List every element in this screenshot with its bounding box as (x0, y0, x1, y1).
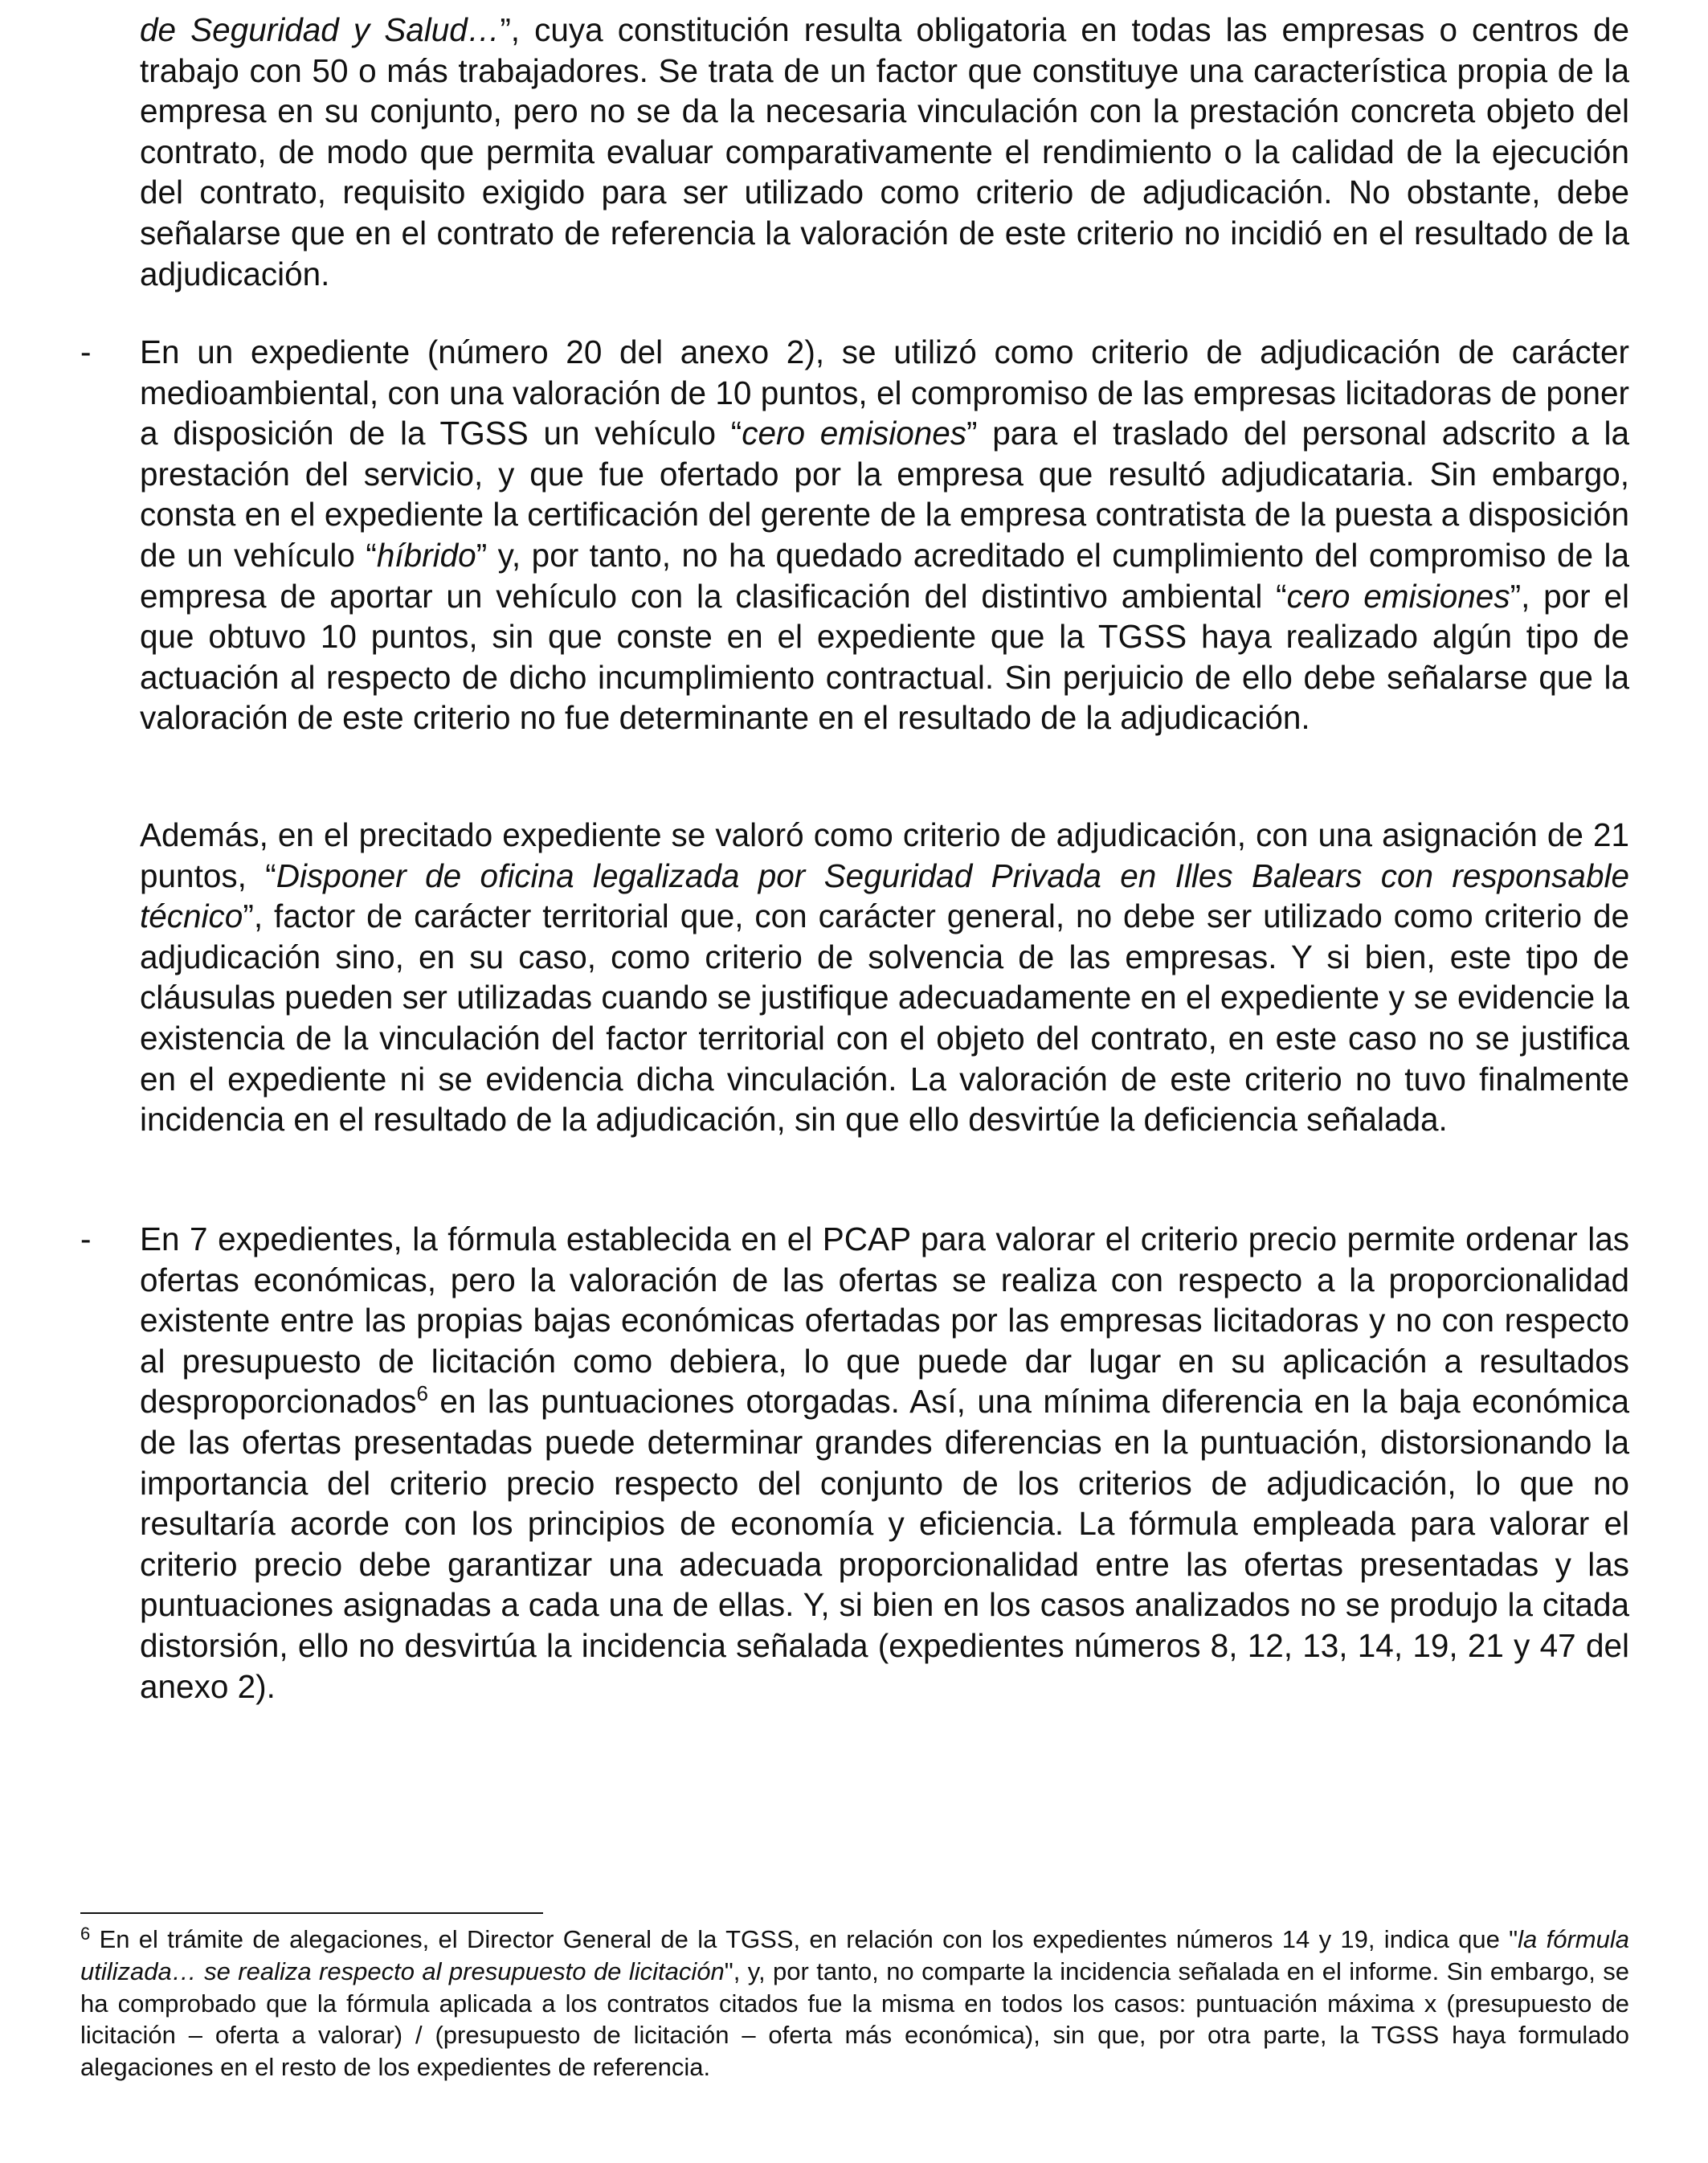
paragraph-vehiculo-cero-emisiones (140, 332, 1629, 738)
paragraph-text: En un expediente (número 20 del anexo 2), se utilizó como criterio de adjudicación de carácter medioambiental, con una valoración de 10 puntos, el compromiso de las empresas licitadoras de poner a disposición de la TGSS un vehículo “ (140, 333, 1629, 452)
paragraph-text: ”, por el que obtuvo 10 puntos, sin que conste en el expediente que la TGSS haya realizado algún tipo de actuación al respecto de dicho incumplimiento contractual. Sin perjuicio de ello debe señalarse que la valoración de este criterio no fue determinante en el resultado de la adjudicación. (140, 577, 1629, 737)
italic-phrase: cero emisiones (1286, 577, 1510, 615)
paragraph-text: en las puntuaciones otorgadas. Así, una mínima diferencia en la baja económica de las ofertas presentadas puede determinar grandes diferencias en la puntuación, distorsionando la importancia del criterio precio respecto del conjunto de los criterios de adjudicación, lo que no resultaría acorde con los principios de economía y eficiencia. La fórmula empleada para valorar el criterio precio debe garantizar una adecuada proporcionalidad entre las ofertas presentadas y las puntuaciones asignadas a cada una de ellas. Y, si bien en los casos analizados no se produjo la citada distorsión, ello no desvirtúa la incidencia señalada (expedientes números 8, 12, 13, 14, 19, 21 y 47 del anexo 2). (140, 1383, 1629, 1705)
footnote-number: 6 (80, 1924, 91, 1944)
italic-phrase: híbrido (376, 536, 476, 574)
paragraph-text: En 7 expedientes, la fórmula establecida en el PCAP para valorar el criterio precio permite ordenar las ofertas económicas, pero la valoración de las ofertas se realiza con respecto a la proporcionalidad existente entre las propias bajas económicas ofertadas por las empresas licitadoras y no con respecto al presupuesto de licitación como debiera, lo que puede dar lugar en su aplicación a resultados desproporcionados (140, 1221, 1629, 1421)
footnote-separator (80, 1912, 543, 1914)
footnote-6 (80, 1924, 1629, 2083)
footnote-text: En el trámite de alegaciones, el Director General de la TGSS, en relación con los expedientes números 14 y 19, indica que " (90, 1925, 1518, 1953)
paragraph-text: ” y, por tanto, no ha quedado acreditado el cumplimiento del compromiso de la empresa de aportar un vehículo con la clasificación del distintivo ambiental “ (140, 536, 1629, 615)
paragraph-comite-seguridad (140, 10, 1629, 294)
paragraph-text: ”, factor de carácter territorial que, con carácter general, no debe ser utilizado como criterio de adjudicación sino, en su caso, como criterio de solvencia de las empresas. Y si bien, este tipo de cláusulas pueden ser utilizadas cuando se justifique adecuadamente en el expediente y se evidencie la existencia de la vinculación del factor territorial con el objeto del contrato, en este caso no se justifica en el expediente ni se evidencia dicha vinculación. La valoración de este criterio no tuvo finalmente incidencia en el resultado de la adjudicación, sin que ello desvirtúe la deficiencia señalada. (140, 898, 1629, 1139)
bullet-dash: - (80, 1221, 92, 1257)
paragraph-text: ”, cuya constitución resulta obligatoria en todas las empresas o centros de trabajo con 50 o más trabajadores. Se trata de un factor que constituye una característica propia de la empresa en su conjunto, pero no se da la necesaria vinculación con la prestación concreta objeto del contrato, de modo que permita evaluar comparativamente el rendimiento o la calidad de la ejecución del contrato, requisito exigido para ser utilizado como criterio de adjudicación. No obstante, debe señalarse que en el contrato de referencia la valoración de este criterio no incidió en el resultado de la adjudicación. (140, 11, 1630, 292)
italic-phrase: cero emisiones (742, 415, 967, 452)
italic-phrase: la fórmula utilizada… se realiza respecto al presupuesto de licitación (80, 1925, 1629, 1985)
paragraph-oficina-illes-balears (140, 815, 1629, 1140)
paragraph-text: Además, en el precitado expediente se valoró como criterio de adjudicación, con una asignación de 21 puntos, “ (140, 816, 1629, 894)
paragraph-text: ” para el traslado del personal adscrito a la prestación del servicio, y que fue ofertado por la empresa que resultó adjudicataria. Sin embargo, consta en el expediente la certificación del gerente de la empresa contratista de la puesta a disposición de un vehículo “ (140, 415, 1629, 574)
footnote-reference[interactable]: 6 (416, 1381, 428, 1406)
paragraph-formula-precio (140, 1219, 1629, 1707)
italic-phrase: Disponer de oficina legalizada por Seguridad Privada en Illes Balears con responsable técnico (140, 857, 1630, 935)
italic-phrase: de Seguridad y Salud… (140, 11, 501, 48)
footnote-text: ", y, por tanto, no comparte la incidencia señalada en el informe. Sin embargo, se ha comprobado que la fórmula aplicada a los contratos citados fue la misma en todos los casos: puntuación máxima x (presupuesto de licitación – oferta a valorar) / (presupuesto de licitación – oferta más económica), sin que, por otra parte, la TGSS haya formulado alegaciones en el resto de los expedientes de referencia. (80, 1957, 1629, 2082)
bullet-dash: - (80, 333, 92, 370)
